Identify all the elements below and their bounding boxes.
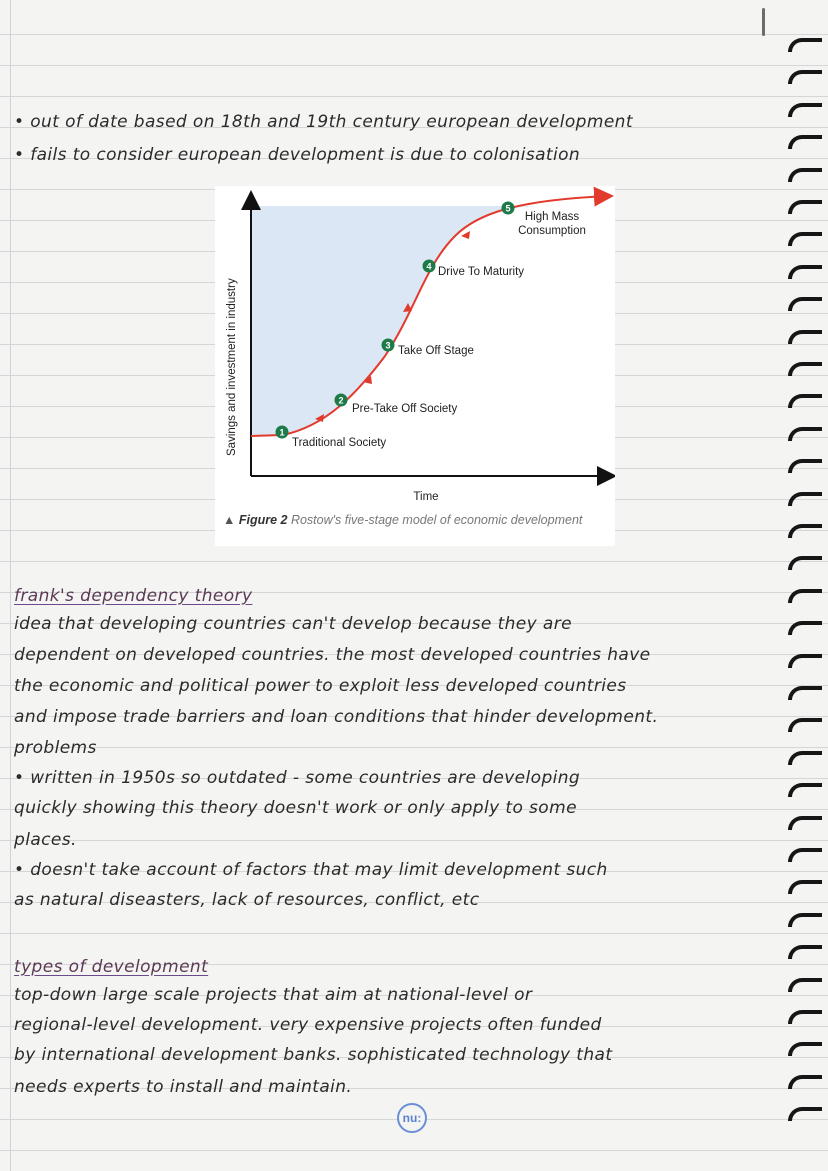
stage-label-5: High Mass Consumption bbox=[518, 211, 586, 237]
spiral-ring bbox=[788, 686, 822, 700]
problems-line-2: quickly showing this theory doesn't work or only apply to some bbox=[14, 798, 577, 818]
spiral-ring bbox=[788, 913, 822, 927]
frank-line-4: and impose trade barriers and loan conditions that hinder development. bbox=[14, 707, 659, 727]
spiral-ring bbox=[788, 394, 822, 408]
spiral-ring bbox=[788, 232, 822, 246]
problems-line-1: • written in 1950s so outdated - some countries are developing bbox=[14, 768, 581, 788]
problems-line-5: as natural diseasters, lack of resources, conflict, etc bbox=[14, 890, 480, 910]
svg-text:2: 2 bbox=[338, 395, 344, 406]
stage-label-3: Take Off Stage bbox=[398, 345, 474, 357]
spiral-ring bbox=[788, 1042, 822, 1056]
spiral-ring bbox=[788, 492, 822, 506]
spiral-ring bbox=[788, 880, 822, 894]
pen-mark bbox=[762, 8, 765, 36]
spiral-ring bbox=[788, 978, 822, 992]
spiral-ring bbox=[788, 718, 822, 732]
figure-caption bbox=[223, 512, 603, 528]
spiral-binding bbox=[780, 38, 828, 1148]
spiral-ring bbox=[788, 816, 822, 830]
spiral-ring bbox=[788, 945, 822, 959]
spiral-ring bbox=[788, 654, 822, 668]
y-axis-label: Savings and investment in industry bbox=[226, 278, 238, 456]
spiral-ring bbox=[788, 556, 822, 570]
caption-figure-number: Figure 2 bbox=[238, 513, 288, 527]
problems-line-3: places. bbox=[14, 830, 77, 850]
spiral-ring bbox=[788, 38, 822, 52]
spiral-ring bbox=[788, 459, 822, 473]
spiral-ring bbox=[788, 362, 822, 376]
spiral-ring bbox=[788, 751, 822, 765]
types-line-3: by international development banks. sophisticated technology that bbox=[14, 1045, 613, 1065]
spiral-ring bbox=[788, 103, 822, 117]
stage-label-2: Pre-Take Off Society bbox=[352, 403, 458, 415]
spiral-ring bbox=[788, 200, 822, 214]
frank-line-2: dependent on developed countries. the most developed countries have bbox=[14, 645, 651, 665]
spiral-ring bbox=[788, 783, 822, 797]
svg-text:3: 3 bbox=[385, 340, 391, 351]
svg-text:1: 1 bbox=[279, 427, 285, 438]
stage-badge-2 bbox=[335, 394, 348, 407]
spiral-ring bbox=[788, 848, 822, 862]
stage-badge-1 bbox=[276, 426, 289, 439]
note-line-1: • out of date based on 18th and 19th century european development bbox=[14, 112, 633, 132]
spiral-ring bbox=[788, 168, 822, 182]
spiral-ring bbox=[788, 589, 822, 603]
frank-line-3: the economic and political power to exploit less developed countries bbox=[14, 676, 627, 696]
frank-line-1: idea that developing countries can't develop because they are bbox=[14, 614, 572, 634]
caption-triangle-icon: ▲ bbox=[223, 513, 236, 527]
caption-text: Rostow's five-stage model of economic development bbox=[287, 513, 583, 527]
rostow-figure bbox=[215, 186, 615, 546]
x-axis-label: Time bbox=[413, 491, 439, 503]
spiral-ring bbox=[788, 70, 822, 84]
spiral-ring bbox=[788, 135, 822, 149]
stage-badge-4 bbox=[423, 260, 436, 273]
spiral-ring bbox=[788, 265, 822, 279]
note-line-2: • fails to consider european development is due to colonisation bbox=[14, 145, 581, 165]
stage-badge-5 bbox=[502, 202, 515, 215]
spiral-ring bbox=[788, 621, 822, 635]
svg-text:4: 4 bbox=[426, 261, 432, 272]
spiral-ring bbox=[788, 524, 822, 538]
nu-logo: nu: bbox=[397, 1103, 427, 1133]
margin-line bbox=[10, 0, 11, 1171]
svg-text:5: 5 bbox=[505, 203, 511, 214]
types-heading: types of development bbox=[14, 957, 209, 977]
types-line-1: top-down large scale projects that aim at national-level or bbox=[14, 985, 533, 1005]
spiral-ring bbox=[788, 427, 822, 441]
types-line-2: regional-level development. very expensive projects often funded bbox=[14, 1015, 602, 1035]
problems-heading: problems bbox=[14, 738, 97, 758]
stage-badge-3 bbox=[382, 339, 395, 352]
spiral-ring bbox=[788, 297, 822, 311]
spiral-ring bbox=[788, 330, 822, 344]
stage-label-1: Traditional Society bbox=[292, 437, 387, 449]
stage-label-4: Drive To Maturity bbox=[438, 266, 525, 278]
spiral-ring bbox=[788, 1010, 822, 1024]
spiral-ring bbox=[788, 1075, 822, 1089]
frank-heading: frank's dependency theory bbox=[14, 586, 253, 606]
spiral-ring bbox=[788, 1107, 822, 1121]
problems-line-4: • doesn't take account of factors that may limit development such bbox=[14, 860, 608, 880]
types-line-4: needs experts to install and maintain. bbox=[14, 1077, 353, 1097]
rostow-chart bbox=[215, 186, 615, 506]
